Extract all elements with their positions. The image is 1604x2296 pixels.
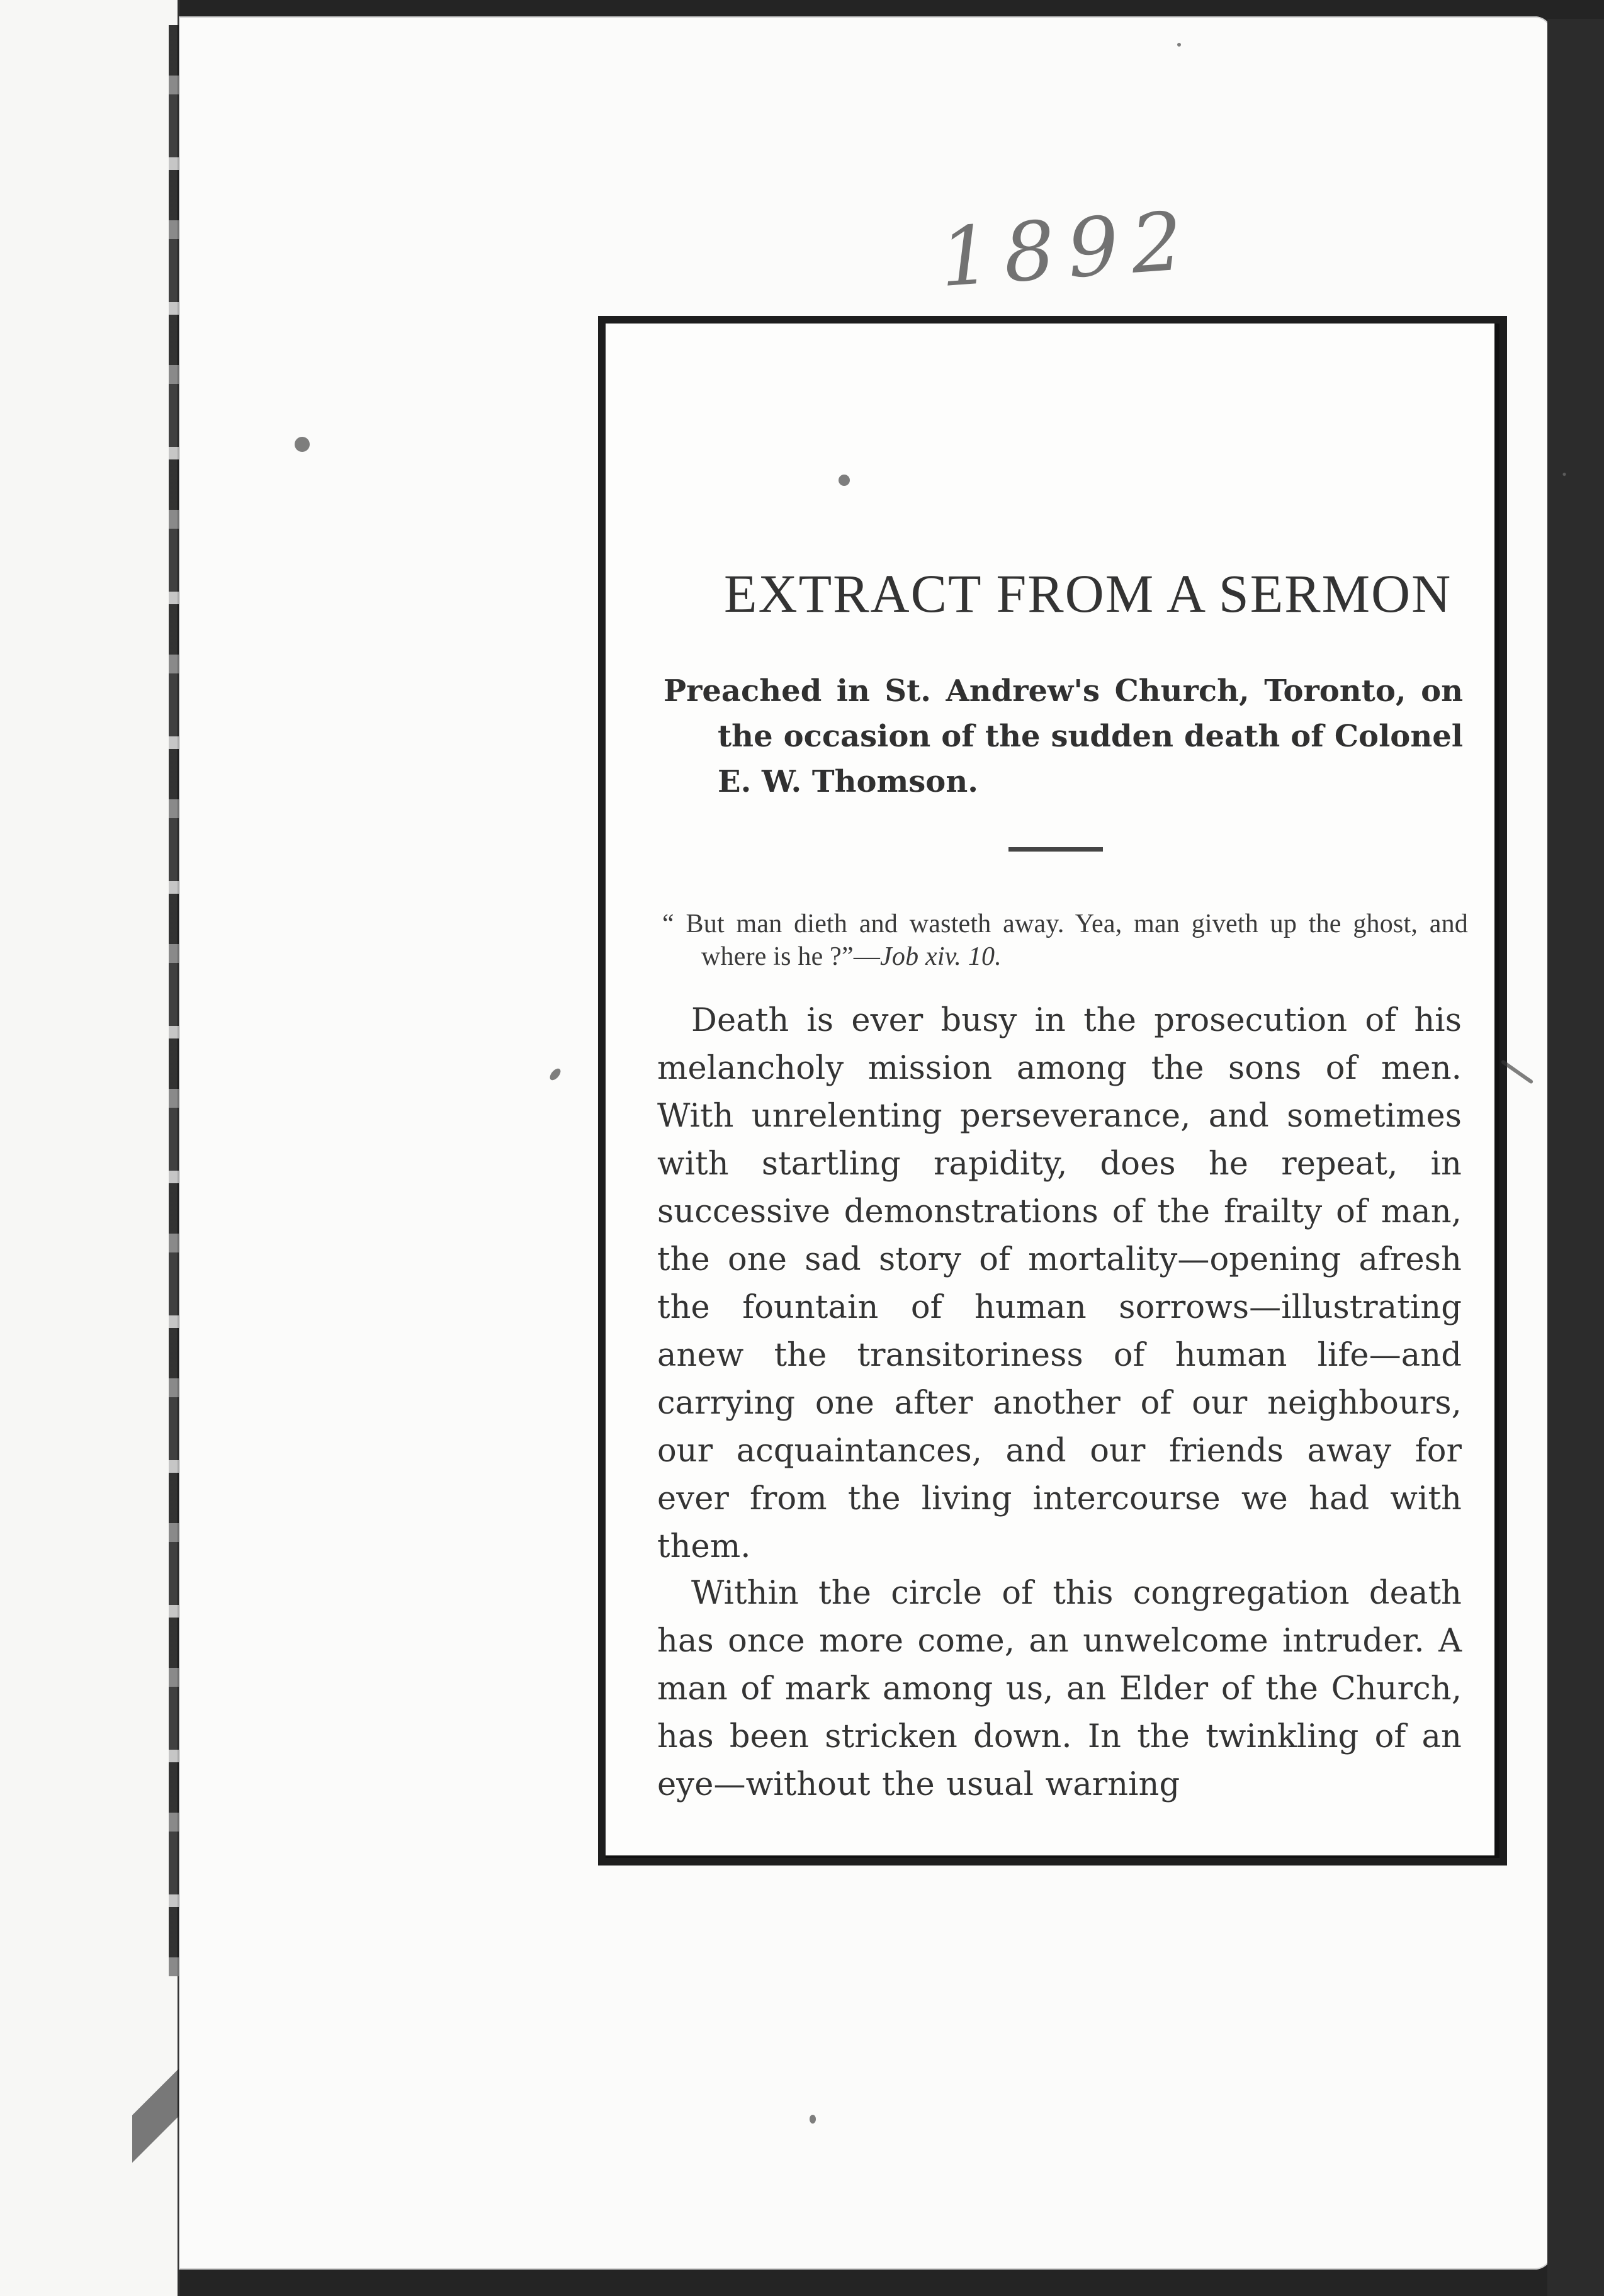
page-shadow [1547,19,1604,2296]
paper-speck [810,2115,816,2124]
handwritten-year: 1892 [937,194,1199,306]
scripture-epigraph [662,908,1468,973]
paper-speck [548,1067,562,1083]
paper-speck [839,475,850,486]
paper-speck [295,437,310,452]
sermon-paragraph-1: Death is ever busy in the prosecution of his melancholy mission among the sons of men. With unrelenting perseverance, and sometimes with startling rapidity, does he repeat, in successive demonstrations of the frailty of man, the one sad story of mortality—opening afresh the fountain of human sorrows—illustrating anew the transitoriness of human life—and carrying one after another of our neighbours, our acquaintances, and our friends away for ever from the living intercourse we had with them. [657,1002,1462,1565]
sermon-title: EXTRACT FROM A SERMON [724,563,1452,624]
epigraph-citation: Job xiv. 10. [880,942,1002,971]
left-page-edge [0,0,180,2296]
epigraph-quote: “ But man dieth and wasteth away. Yea, man giveth up the ghost, and where is he ?”— [662,909,1468,971]
document-page [179,16,1552,2270]
sermon-paragraph-2: Within the circle of this congregation death has once more come, an unwelcome intruder. A man of mark among us, an Elder of the Church, has been stricken down. In the twinkling of an eye—without the usual warning [657,1575,1462,1803]
paper-speck [1177,43,1181,47]
section-divider [1008,847,1103,852]
sermon-text-frame [598,316,1507,1866]
sermon-subtitle: Preached in St. Andrew's Church, Toronto, on the occasion of the sudden death of Colonel E. W. Thomson. [664,673,1463,799]
